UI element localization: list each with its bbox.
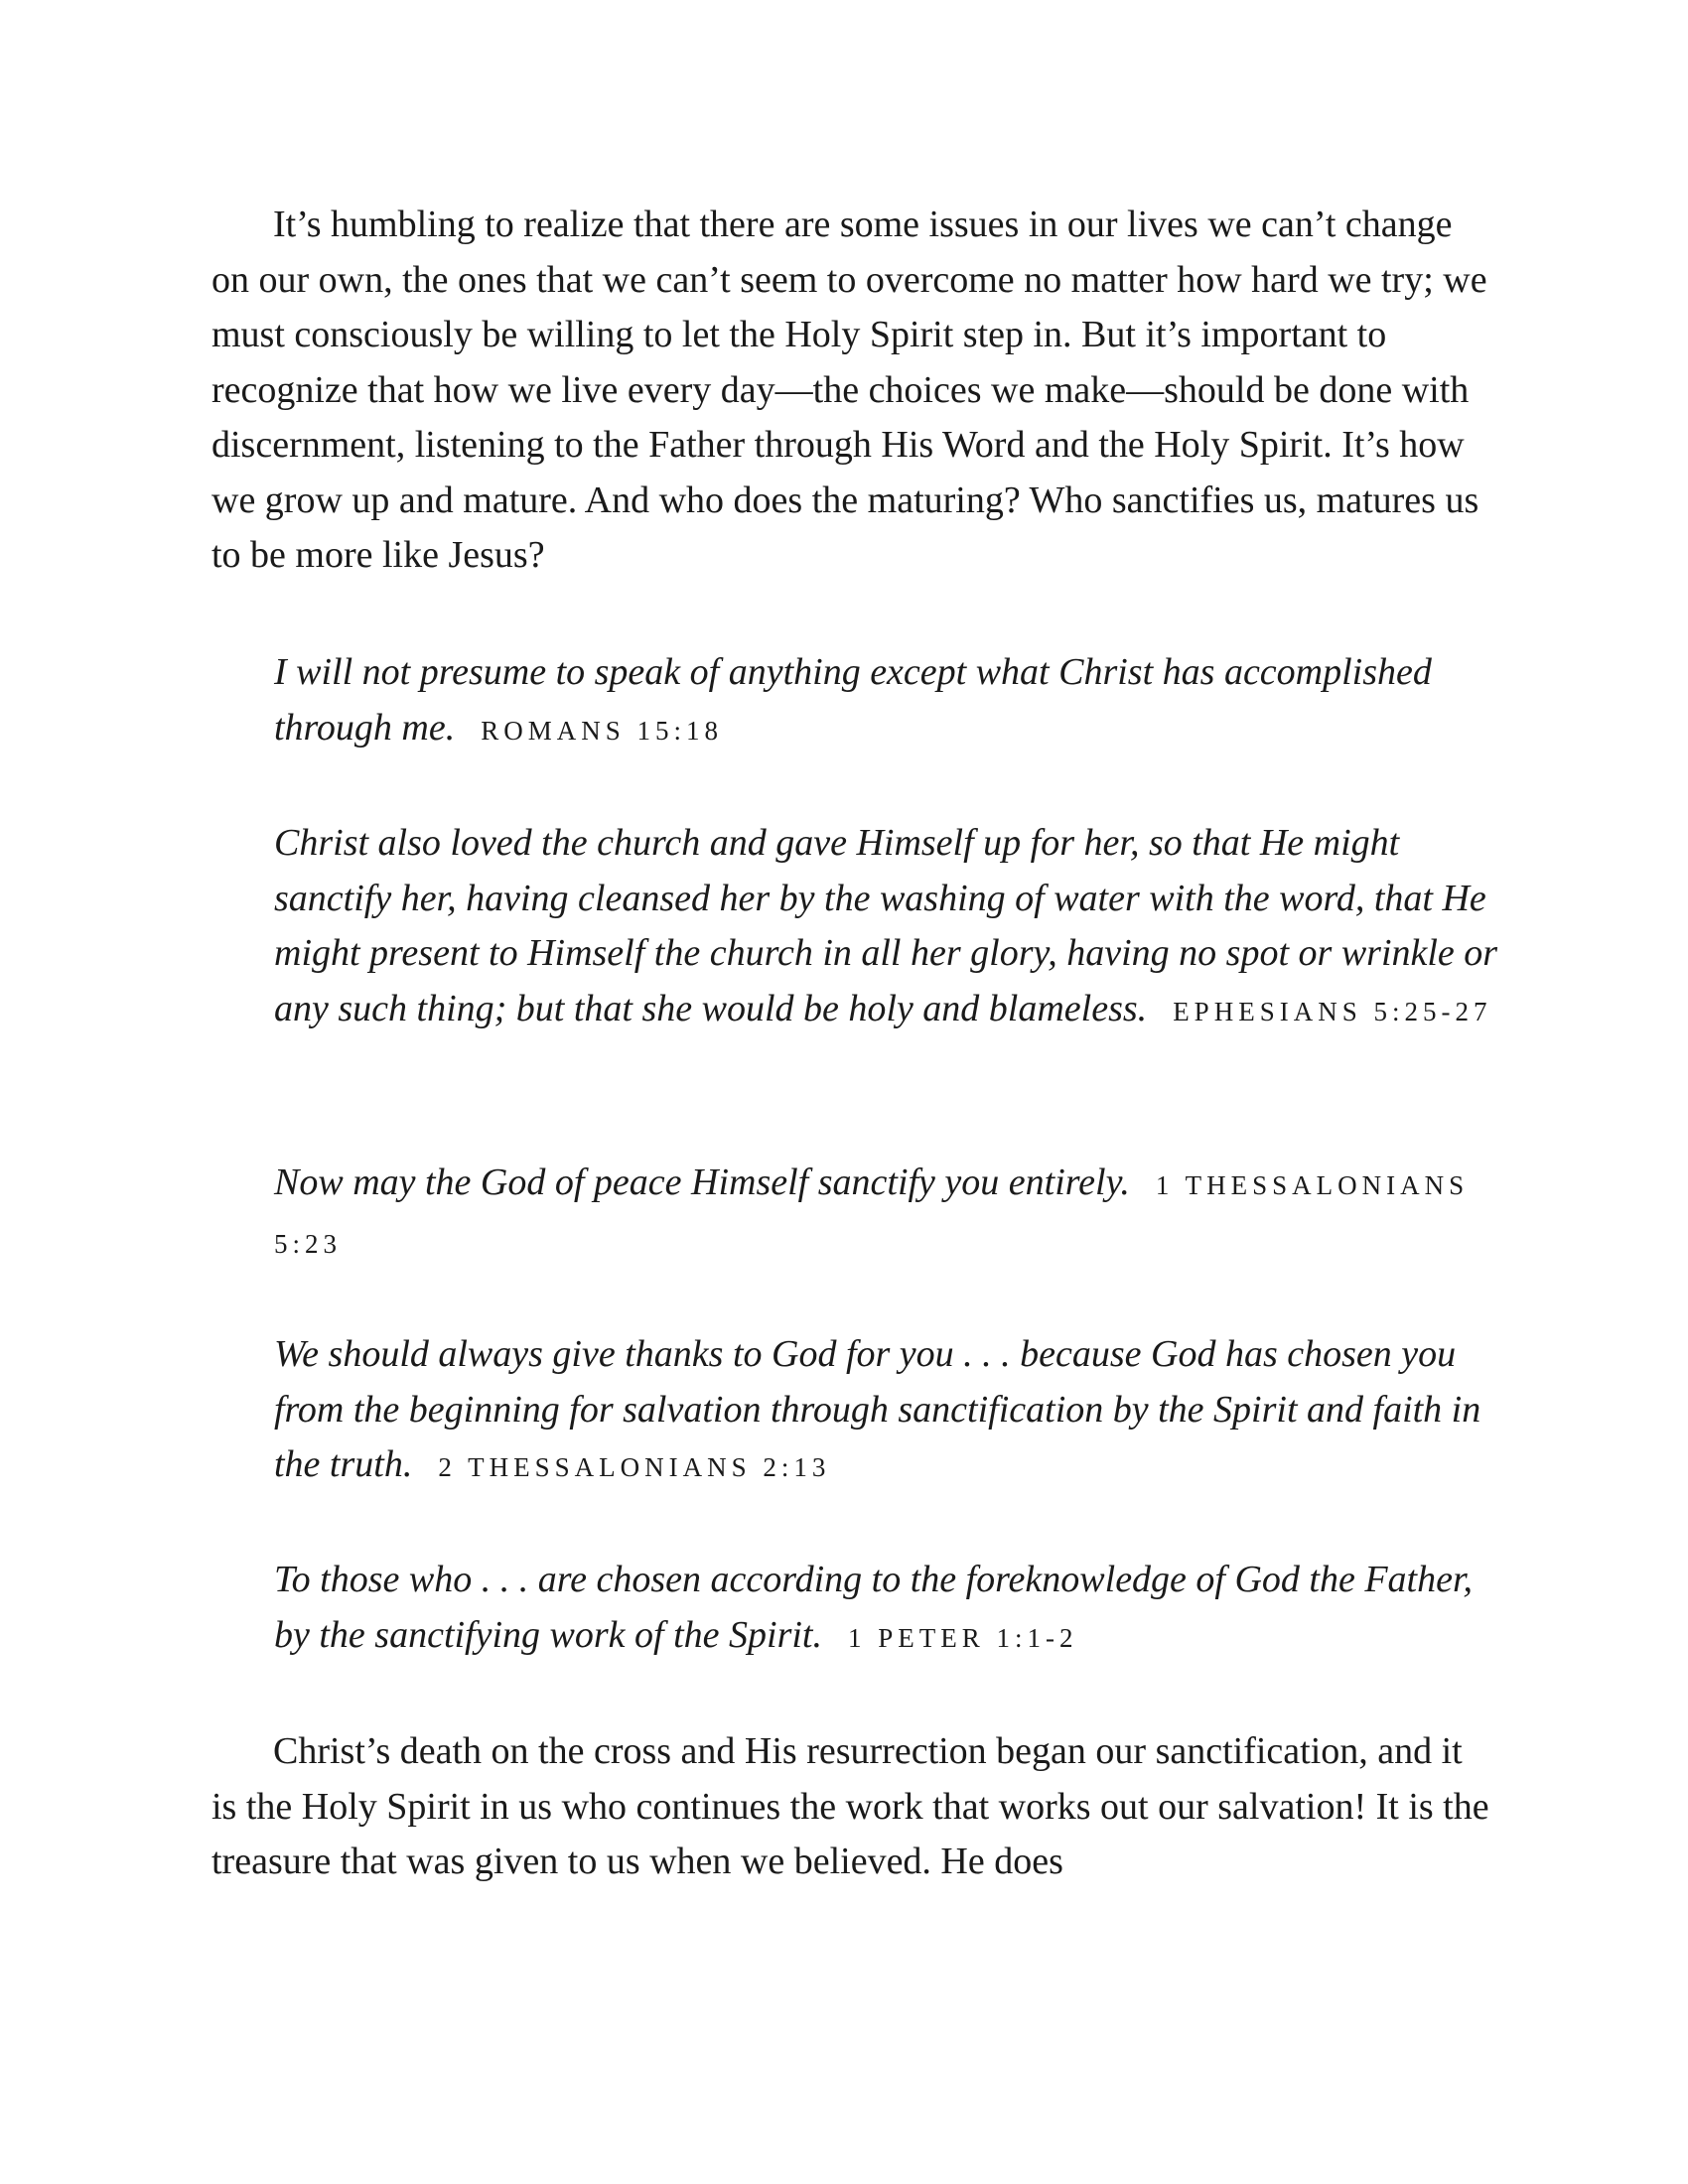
quote-text: Now may the God of peace Himself sanctify you entirely. bbox=[274, 1161, 1130, 1203]
scripture-quote-ephesians bbox=[274, 816, 1505, 1039]
body-paragraph-closing: Christ’s death on the cross and His resurrection began our sanctification, and it is the Holy Spirit in us who continues the work that works out our salvation! It is the treasure that was given to us when we believed. He does bbox=[211, 1730, 1489, 1882]
scripture-quote-1-peter bbox=[274, 1553, 1505, 1666]
scripture-quote-2-thessalonians bbox=[274, 1327, 1505, 1496]
body-paragraph-intro: It’s humbling to realize that there are some issues in our lives we can’t change on our own, the ones that we can’t seem to overcome no matter how hard we try; we must consciously be willing to let the Holy Spirit step in. But it’s important to recognize that how we live every day—the choices we make—should be done with discernment, listening to the Father through His Word and the Holy Spirit. It’s how we grow up and mature. And who does the maturing? Who sanctifies us, matures us to be more like Jesus? bbox=[211, 204, 1487, 576]
quote-text: I will not presume to speak of anything except what Christ has accomplished through me. bbox=[274, 651, 1432, 749]
quote-text: Christ also loved the church and gave Himself up for her, so that He might sanctify her, having cleansed her by the washing of water with the word, that He might present to Himself the church in all her glory, having no spot or wrinkle or any such thing; but that she would be holy and blameless. bbox=[274, 822, 1498, 1029]
scripture-reference: 1 PETER 1:1-2 bbox=[847, 1622, 1078, 1653]
scripture-reference: 1 THESSALONIANS 5:23 bbox=[274, 1170, 1470, 1259]
quote-text: To those who . . . are chosen according to the foreknowledge of God the Father, by the sanctifying work of the Spirit. bbox=[274, 1559, 1474, 1656]
quote-text: We should always give thanks to God for you . . . because God has chosen you from the beginning for salvation through sanctification by the Spirit and faith in the truth. bbox=[274, 1333, 1481, 1485]
scripture-quote-1-thessalonians bbox=[274, 1156, 1505, 1272]
scripture-reference: 2 THESSALONIANS 2:13 bbox=[438, 1452, 831, 1482]
scripture-quote-romans bbox=[274, 645, 1505, 758]
scripture-reference: EPHESIANS 5:25-27 bbox=[1173, 996, 1492, 1026]
scripture-reference: ROMANS 15:18 bbox=[481, 715, 724, 746]
